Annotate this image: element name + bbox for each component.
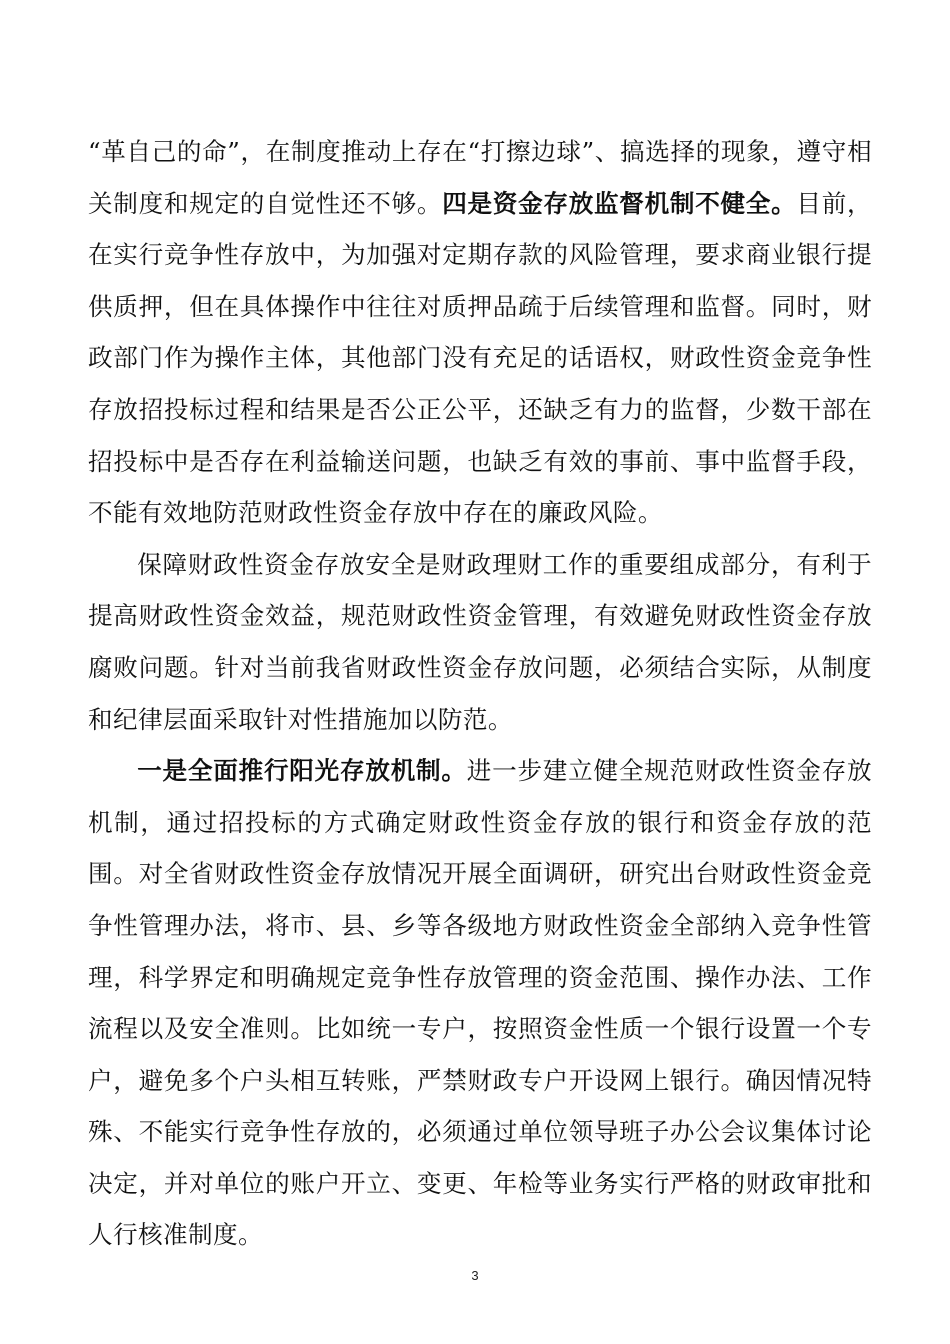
paragraph-1-text: “革自己的命”，在制度推动上存在“打擦边球”、搞选择的现象，遵守相关制度和规定的自觉性还不够。: [88, 137, 872, 218]
page-number: 3: [471, 1268, 479, 1283]
document-body: [88, 126, 872, 1261]
paragraph-1-text-continued: 目前，在实行竞争性存放中，为加强对定期存款的风险管理，要求商业银行提供质押，但在具体操作中往往对质押品疏于后续管理和监督。同时，财政部门作为操作主体，其他部门没有充足的话语权，财政性资金竞争性存放招投标过程和结果是否公正公平，还缺乏有力的监督，少数干部在招投标中是否存在利益输送问题，也缺乏有效的事前、事中监督手段，不能有效地防范财政性资金存放中存在的廉政风险。: [88, 188, 872, 528]
paragraph-3: [88, 745, 872, 1261]
paragraph-1-heading: 四是资金存放监督机制不健全。: [442, 188, 797, 218]
paragraph-2-text: 保障财政性资金存放安全是财政理财工作的重要组成部分，有利于提高财政性资金效益，规范财政性资金管理，有效避免财政性资金存放腐败问题。针对当前我省财政性资金存放问题，必须结合实际，从制度和纪律层面采取针对性措施加以防范。: [88, 549, 872, 734]
paragraph-2: [88, 539, 872, 745]
paragraph-3-heading: 一是全面推行阳光存放机制。: [137, 756, 467, 786]
paragraph-3-text: 进一步建立健全规范财政性资金存放机制，通过招投标的方式确定财政性资金存放的银行和资金存放的范围。对全省财政性资金存放情况开展全面调研，研究出台财政性资金竞争性管理办法，将市、县、乡等各级地方财政性资金全部纳入竞争性管理，科学界定和明确规定竞争性存放管理的资金范围、操作办法、工作流程以及安全准则。比如统一专户，按照资金性质一个银行设置一个专户，避免多个户头相互转账，严禁财政专户开设网上银行。确因情况特殊、不能实行竞争性存放的，必须通过单位领导班子办公会议集体讨论决定，并对单位的账户开立、变更、年检等业务实行严格的财政审批和人行核准制度。: [88, 756, 872, 1250]
paragraph-1: [88, 126, 872, 539]
